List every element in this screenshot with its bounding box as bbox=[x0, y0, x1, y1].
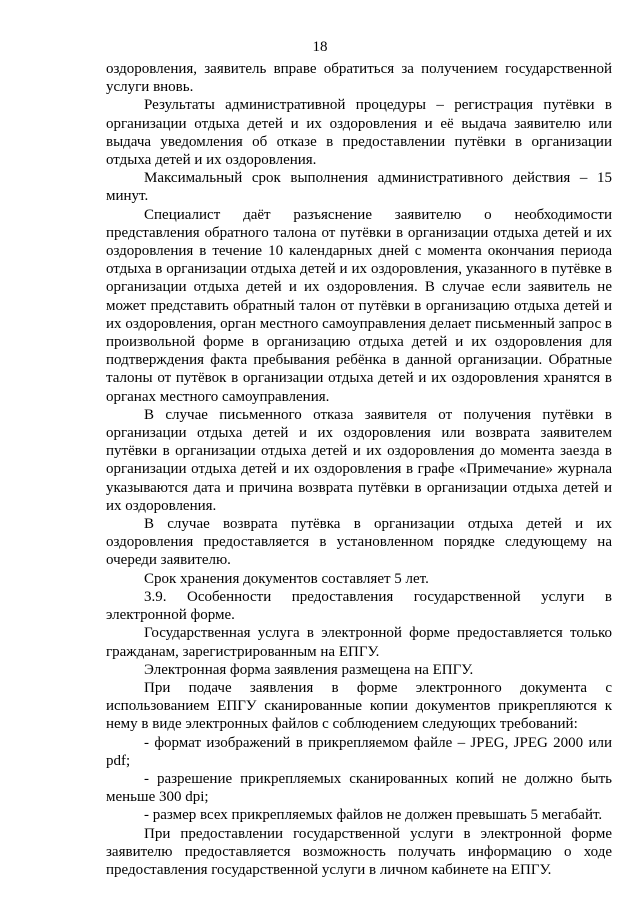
list-item: - формат изображений в прикрепляемом файле – JPEG, JPEG 2000 или pdf; bbox=[106, 734, 612, 769]
paragraph: оздоровления, заявитель вправе обратиться за получением государственной услуги вновь. bbox=[106, 61, 612, 96]
document-body bbox=[106, 60, 612, 879]
paragraph: Максимальный срок выполнения административного действия – 15 минут. bbox=[106, 170, 612, 205]
paragraph: Электронная форма заявления размещена на ЕПГУ. bbox=[144, 661, 474, 678]
page-number: 18 bbox=[312, 39, 328, 55]
paragraph: В случае возврата путёвка в организации отдыха детей и их оздоровления предоставляется в установленном порядке следующему на очереди заявителю. bbox=[106, 516, 612, 569]
paragraph: При предоставлении государственной услуги в электронной форме заявителю предоставляется возможность получать информацию о ходе предоставления государственной услуги в личном кабинете на ЕПГУ. bbox=[106, 825, 612, 878]
paragraph: Результаты административной процедуры – регистрация путёвки в организации отдыха детей и их оздоровления и её выдача заявителю или выдача уведомления об отказе в предоставлении путёвки в организации отдыха детей и их оздоровления. bbox=[106, 97, 612, 169]
paragraph: Специалист даёт разъяснение заявителю о необходимости представления обратного талона от путёвки в организации отдыха детей и их оздоровления в течение 10 календарных дней с момента окончания периода отдыха в организации отдыха детей и их оздоровления, указанного в путёвке в организации отдыха детей и их оздоровления. В случае если заявитель не может представить обратный талон от путёвки в организацию отдыха детей и их оздоровления, орган местного самоуправления делает письменный запрос в произвольной форме в организацию отдыха детей и их оздоровления для подтверждения факта пребывания ребёнка в данной организации. Обратные талоны от путёвок в организации отдыха детей и их оздоровления хранятся в органах местного самоуправления. bbox=[106, 206, 612, 405]
paragraph: При подаче заявления в форме электронного документа с использованием ЕПГУ сканированные копии документов прикрепляются к нему в виде электронных файлов с соблюдением следующих требований: bbox=[106, 679, 612, 733]
paragraph: В случае письменного отказа заявителя от получения путёвки в организации отдыха детей и их оздоровления или возврата заявителем путёвки в организации отдыха детей и их оздоровления до момента заезда в организации отдыха детей и их оздоровления в графе «Примечание» журнала указываются дата и причина возврата путёвки в организации отдыха детей и их оздоровления. bbox=[106, 406, 612, 514]
section-heading: 3.9. Особенности предоставления государственной услуги в электронной форме. bbox=[106, 588, 612, 624]
list-item: - разрешение прикрепляемых сканированных копий не должно быть меньше 300 dpi; bbox=[106, 770, 612, 806]
paragraph: Государственная услуга в электронной форме предоставляется только гражданам, зарегистрированным на ЕПГУ. bbox=[106, 625, 612, 660]
paragraph: Срок хранения документов составляет 5 лет. bbox=[144, 570, 429, 587]
list-item: - размер всех прикрепляемых файлов не должен превышать 5 мегабайт. bbox=[144, 807, 603, 824]
